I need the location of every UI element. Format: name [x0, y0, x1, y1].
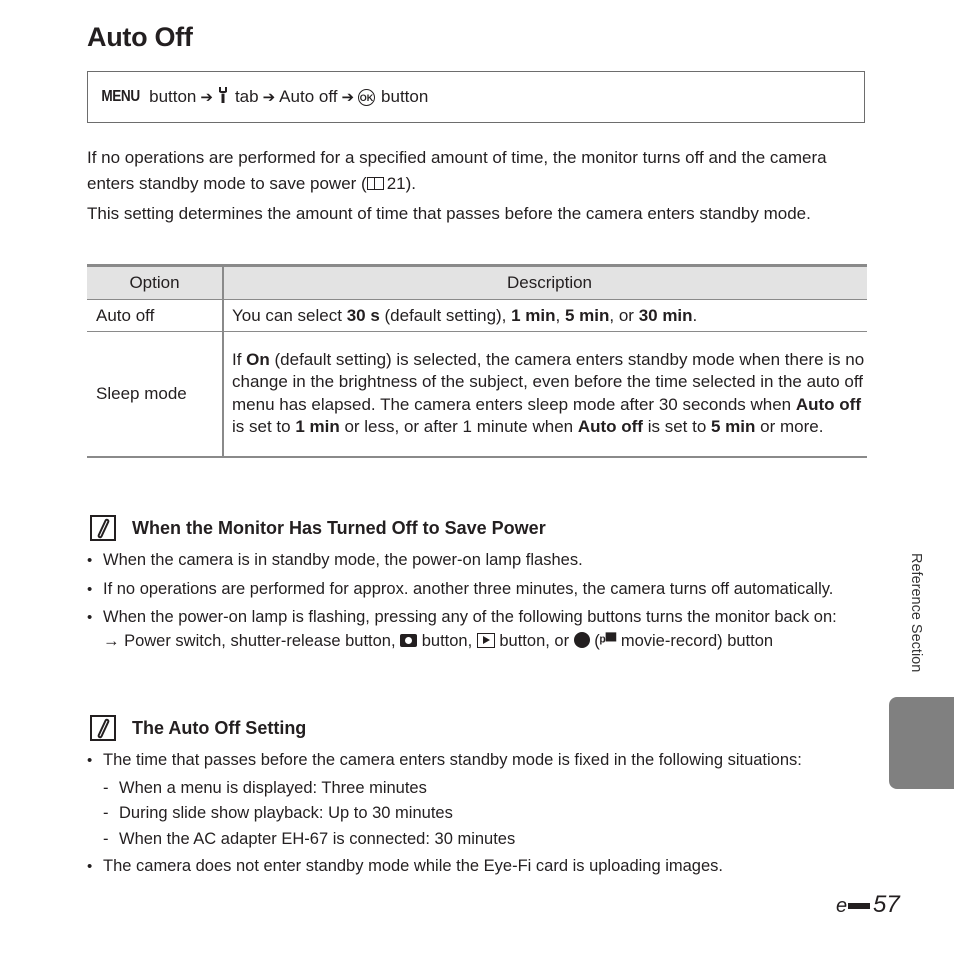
menu-path-item-text: Auto off [279, 87, 338, 106]
table-row [87, 332, 867, 457]
intro-paragraph-2: This setting determines the amount of time that passes before the camera enters standby mode. [87, 204, 811, 223]
movie-camera-icon: ᵖ▀ [599, 632, 617, 650]
sub-list-item: - When the AC adapter EH-67 is connected: 30 minutes [87, 827, 877, 853]
note-pencil-icon [90, 515, 116, 541]
section-tab-marker [889, 697, 954, 789]
menu-path-end-text: button [381, 87, 429, 106]
note-heading [90, 715, 306, 741]
table-header-row [87, 266, 867, 300]
list-item: • The time that passes before the camera enters standby mode is fixed in the following situations: [87, 749, 877, 773]
menu-icon: MENU [101, 88, 140, 105]
note-heading [90, 515, 546, 541]
header-option: Option [87, 266, 223, 300]
ok-button-icon: OK [358, 89, 375, 106]
option-cell: Sleep mode [87, 332, 223, 457]
note-list [87, 549, 877, 658]
note-heading-text: When the Monitor Has Turned Off to Save Power [132, 517, 546, 538]
list-item: • When the camera is in standby mode, the power-on lamp flashes. [87, 549, 877, 573]
intro-text-end: ). [405, 174, 417, 193]
section-side-label: Reference Section [908, 553, 924, 673]
page-title: Auto Off [87, 22, 193, 52]
table-row [87, 300, 867, 332]
reference-e-icon [836, 896, 872, 914]
note-list [87, 749, 877, 882]
page-number [836, 891, 900, 919]
note-pencil-icon [90, 715, 116, 741]
description-cell: If On (default setting) is selected, the camera enters standby mode when there is no change in the brightness of the subject, even before the time selected in the auto off menu has elapsed. The camera enters sleep mode after 30 seconds when Auto off is set to 1 min or less, or after 1 minute when Auto off is set to 5 min or more. [232, 349, 865, 437]
description-cell: You can select 30 s (default setting), 1 min, 5 min, or 30 min. [232, 305, 698, 325]
options-table [87, 264, 867, 458]
intro-paragraph-1 [87, 145, 867, 197]
list-item: • The camera does not enter standby mode while the Eye-Fi card is uploading images. [87, 855, 877, 879]
header-description: Description [506, 273, 593, 292]
record-icon [574, 632, 590, 648]
list-item: • If no operations are performed for approx. another three minutes, the camera turns off automatically. [87, 578, 877, 602]
playback-icon [477, 633, 495, 648]
list-item: • When the power-on lamp is flashing, pressing any of the following buttons turns the monitor back on: → Power switch, shutter-release button, button, button, or (ᵖ▀ movie-record) button [87, 606, 877, 653]
arrow-right-icon: ➔ [200, 89, 213, 106]
sub-list-item: - When a menu is displayed: Three minutes [87, 776, 877, 802]
button-list-line: → Power switch, shutter-release button, button, button, or (ᵖ▀ movie-record) button [103, 631, 774, 650]
intro-text: If no operations are performed for a specified amount of time, the monitor turns off and the camera enters standby mode to save power ( [87, 148, 827, 193]
camera-icon [400, 634, 417, 647]
page-number-text: 57 [873, 891, 900, 918]
option-cell: Auto off [87, 300, 223, 332]
menu-path-tab-text: tab [234, 87, 259, 106]
svg-text:e: e [836, 896, 848, 914]
book-icon [367, 177, 384, 190]
arrow-right-icon: ➔ [341, 89, 355, 106]
arrow-right-icon: ➔ [262, 89, 276, 106]
wrench-icon [217, 86, 229, 109]
menu-path-button-text: button [149, 87, 197, 106]
sub-list-item: - During slide show playback: Up to 30 minutes [87, 801, 877, 827]
page-reference: 21 [386, 174, 406, 193]
note-heading-text: The Auto Off Setting [132, 717, 307, 738]
menu-path-box [87, 71, 865, 123]
